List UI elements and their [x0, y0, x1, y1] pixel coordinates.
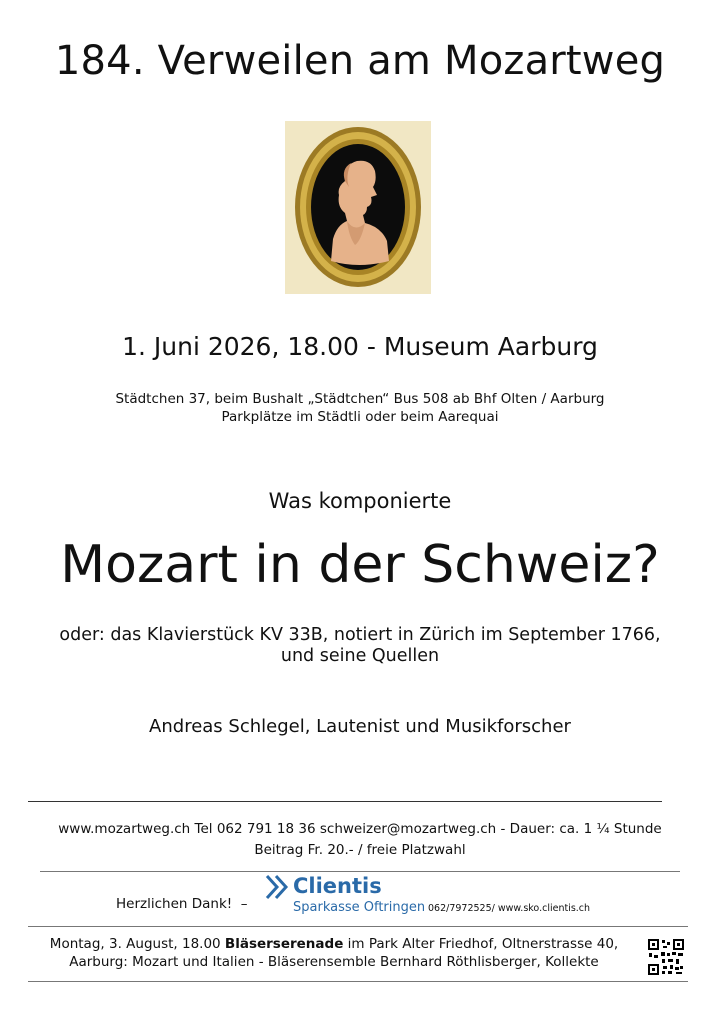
sponsor-subname: Sparkasse Oftringen [293, 900, 426, 915]
qr-code-icon [647, 938, 685, 976]
next-event-title: Bläserserenade [224, 936, 344, 952]
sponsor-name: Clientis [293, 874, 382, 898]
divider [28, 926, 688, 927]
next-event-date: Montag, 3. August, 18.00 [49, 936, 225, 952]
divider [40, 871, 680, 872]
sponsor-contact: 062/7972525/ www.sko.clientis.ch [428, 903, 591, 914]
speaker: Andreas Schlegel, Lautenist und Musikforscher [149, 716, 571, 737]
mozart-portrait-image [285, 121, 431, 294]
next-event-location: im Park Alter Friedhof, Oltnerstrasse 40, [343, 936, 619, 952]
price-info: Beitrag Fr. 20.- / freie Platzwahl [254, 842, 466, 858]
sponsor-logo [265, 874, 435, 918]
next-event-line1 [28, 936, 640, 952]
sponsor-thanks: Herzlichen Dank! – [116, 896, 248, 912]
contact-info: www.mozartweg.ch Tel 062 791 18 36 schweizer@mozartweg.ch - Dauer: ca. 1 ¼ Stunde [58, 821, 662, 837]
talk-headline: Mozart in der Schweiz? [60, 535, 660, 595]
divider [28, 801, 662, 802]
event-parking: Parkplätze im Städtli oder beim Aarequai [221, 409, 499, 425]
talk-subtitle-cont: und seine Quellen [280, 646, 440, 666]
page-title: 184. Verweilen am Mozartweg [54, 38, 666, 84]
event-datetime: 1. Juni 2026, 18.00 - Museum Aarburg [122, 332, 598, 361]
clientis-chevron-logo-icon [265, 874, 291, 900]
next-event-line2: Aarburg: Mozart und Italien - Bläserensemble Bernhard Röthlisberger, Kollekte [69, 954, 599, 970]
divider [28, 981, 688, 982]
talk-lead: Was komponierte [268, 489, 452, 513]
event-address: Städtchen 37, beim Bushalt „Städtchen“ Bus 508 ab Bhf Olten / Aarburg [115, 391, 605, 407]
talk-subtitle: oder: das Klavierstück KV 33B, notiert in Zürich im September 1766, [59, 625, 661, 645]
